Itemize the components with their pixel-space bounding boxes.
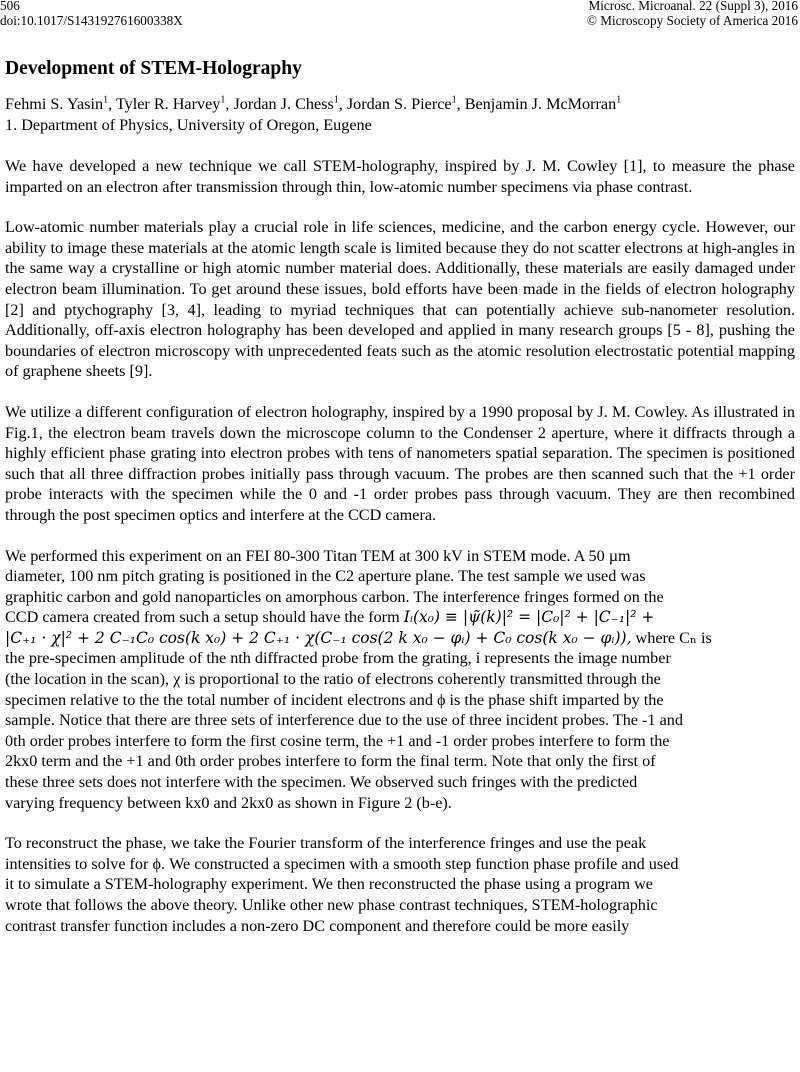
paragraph-configuration: We utilize a different configuration of electron holography, inspired by a 1990 proposal by J. M. Cowley. As illustrated in Fig.1, the electron beam travels down the microscope column to the Condenser 2 aperture, where it diffracts through a highly efficient phase grating into electron probes with tens of nanometers spatial separation. The specimen is positioned such that all three diffraction probes initially pass through vacuum. The probes are then scanned such that the +1 order probe interacts with the specimen while the 0 and -1 order probes pass through vacuum. They are then recombined through the post specimen optics and interfere at the CCD camera. [5, 402, 795, 524]
author-list: Fehmi S. Yasin$^1$, Tyler R. Harvey$^1$, Jordan J. Chess$^1$, Jordan S. Pierce$^1$, Benjamin J. McMorran$^1$ [5, 94, 622, 113]
paragraph-reconstruction: To reconstruct the phase, we take the Fourier transform of the interference fringes and use the peak intensities to solve for ϕ. We constructed a specimen with a smooth step function phase profile and used it to simulate a STEM-holography experiment. We then reconstructed the phase using a program we wrote that follows the above theory. Unlike other new phase contrast techniques, STEM-holographic contrast transfer function includes a non-zero DC component and therefore could be more easily [5, 834, 679, 935]
journal-citation: Microsc. Microanal. 22 (Suppl 3), 2016 [588, 0, 798, 13]
paragraph-intro: We have developed a new technique we call STEM-holography, inspired by J. M. Cowley [1], to measure the phase imparted on an electron after transmission through thin, low-atomic number specimens via phase contrast. [5, 157, 795, 196]
author: Tyler R. Harvey [115, 95, 221, 113]
copyright-notice: © Microscopy Society of America 2016 [586, 13, 798, 28]
equation-part-2: |C₊₁ · χ|² + 2 C₋₁C₀ cos(k x₀) + 2 C₊₁ · χ(C₋₁ cos(2 k x₀ − φᵢ) + C₀ cos(k x₀ − φᵢ)), [5, 628, 632, 647]
paper-title: Development of STEM-Holography [5, 58, 302, 79]
author: Benjamin J. McMorran [464, 95, 617, 113]
paragraph-background: Low-atomic number materials play a crucial role in life sciences, medicine, and the carbon energy cycle. However, our ability to image these materials at the atomic length scale is limited because they do not scatter electrons at high-angles in the same way a crystalline or high atomic number material does. Additionally, these materials are easily damaged under electron beam illumination. To get around these issues, bold efforts have been made in the fields of electron holography [2] and ptychography [3, 4], leading to myriad techniques that can potentially achieve sub-nanometer resolution. Additionally, off-axis electron holography has been developed and applied in many research groups [5 - 8], pushing the boundaries of electron microscopy with unprecedented feats such as the atomic resolution electrostatic potential mapping of graphene sheets [9]. [5, 218, 795, 381]
page-number: 506 [0, 0, 20, 13]
author: Fehmi S. Yasin [5, 95, 104, 113]
doi: doi:10.1017/S143192761600338X [0, 13, 183, 28]
running-header-left [0, 0, 183, 28]
equation-part-1: Iᵢ(x₀) ≡ |ψ̃(k)|² = |C₀|² + |C₋₁|² + [403, 608, 655, 627]
running-header-right [587, 0, 798, 28]
abstract-body [5, 58, 795, 956]
author: Jordan S. Pierce [346, 95, 452, 113]
affiliation: 1. Department of Physics, University of Oregon, Eugene [5, 116, 372, 134]
author: Jordan J. Chess [233, 95, 334, 113]
paragraph-experiment: We performed this experiment on an FEI 80-300 Titan TEM at 300 kV in STEM mode. A 50 µm diameter, 100 nm pitch grating is positioned in the C2 aperture plane. The test sample we used was graphitic carbon and gold nanoparticles on amorphous carbon. The interference fringes formed on the CCD camera created from such a setup should have the form Iᵢ(x₀) ≡ |ψ̃(k)|² = |C₀|² + |C₋₁|² + |C₊₁ · χ|² + 2 C₋₁C₀ cos(k x₀) + 2 C₊₁ · χ(C₋₁ cos(2 k x₀ − φᵢ) + C₀ cos(k x₀ − φᵢ)), where Cₙ is the pre-specimen amplitude of the nth diffracted probe from the grating, i represents the image number (the location in the scan), χ is proportional to the ratio of electrons coherently transmitted through the specimen relative to the the total number of incident electrons and ϕ is the phase shift imparted by the sample. Notice that there are three sets of interference due to the use of three incident probes. The -1 and 0th order probes interfere to form the first cosine term, the +1 and -1 order probes interfere to form the 2kx0 term and the +1 and 0th order probes interfere to form the final term. Note that only the first of these three sets does not interfere with the specimen. We observed such fringes with the predicted varying frequency between kx0 and 2kx0 as shown in Figure 2 (b-e). [5, 546, 712, 812]
